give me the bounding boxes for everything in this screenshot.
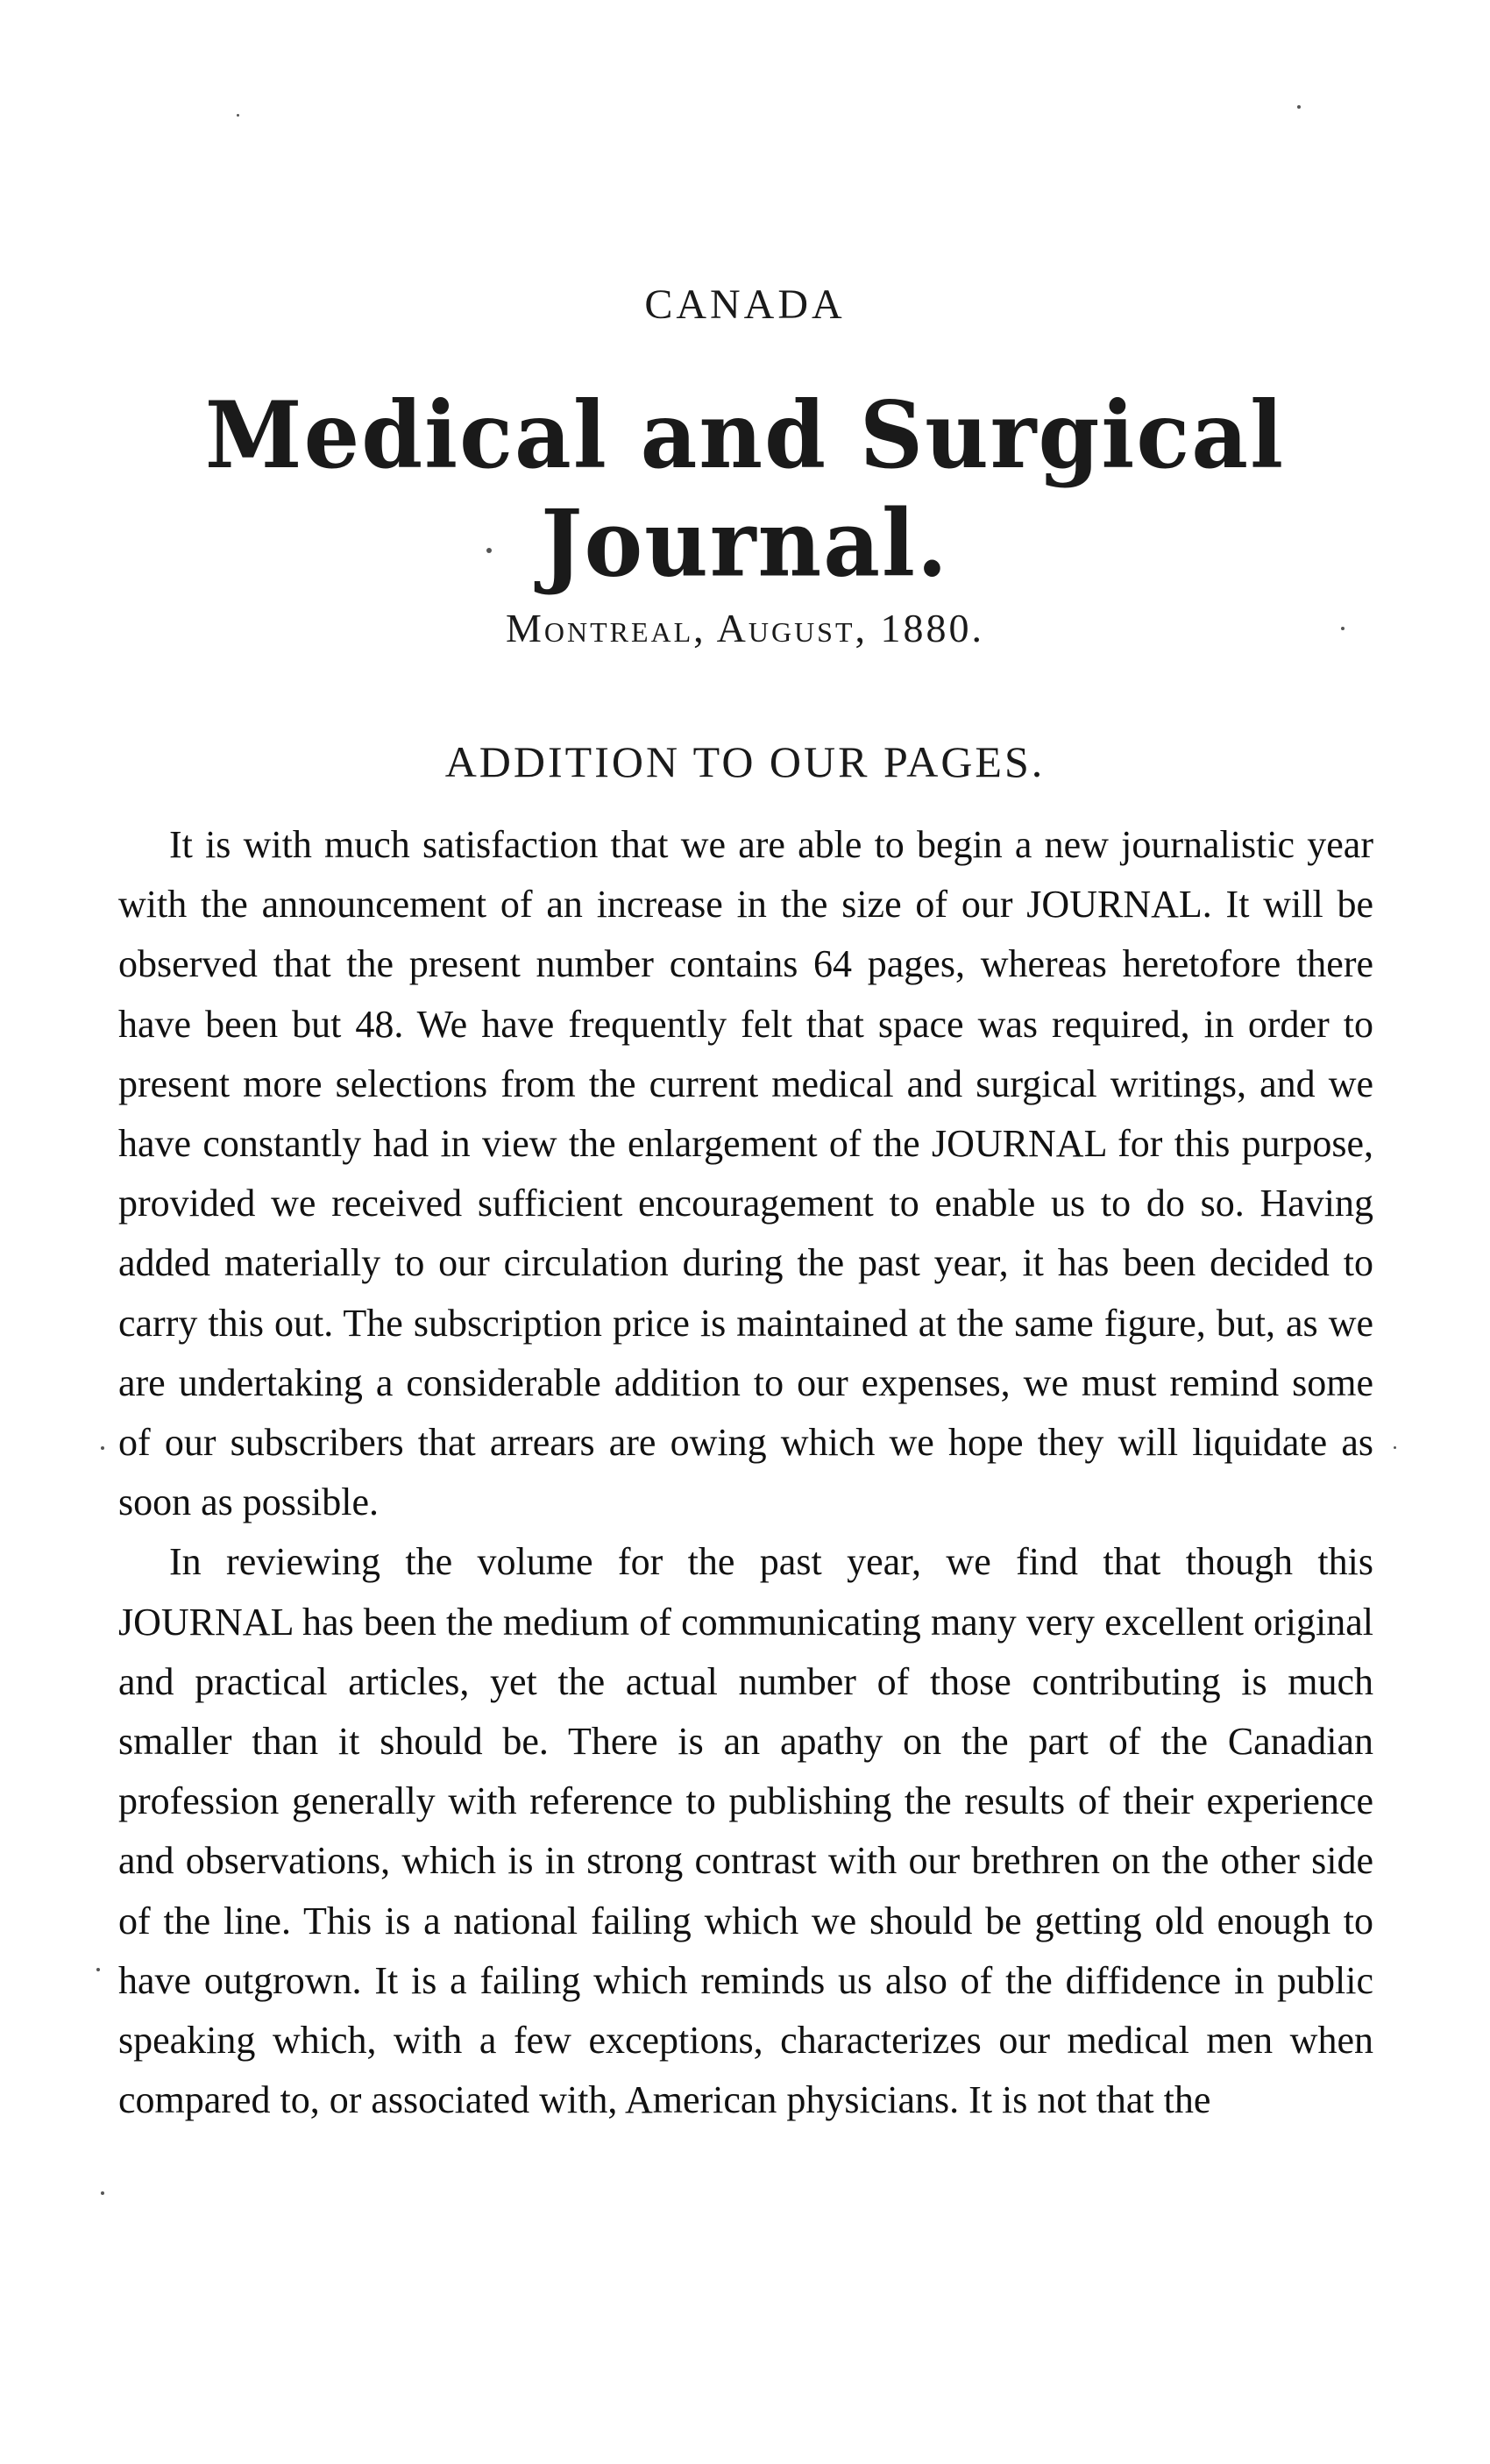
article-heading: ADDITION TO OUR PAGES. (444, 737, 1046, 786)
article-paragraph-2: In reviewing the volume for the past year, we find that though this JOURNAL has been the medium of communicating many very excellent original and practical articles, yet the actual number of those contributing is much smaller than it should be. There is an apathy on the part of the Canadian profession generally with reference to publishing the results of their experience and observations, which is in strong contrast with our brethren on the other side of the line. This is a national failing which we should be getting old enough to have outgrown. It is a failing which reminds us also of the diffidence in public speaking which, with a few exceptions, characterizes our medical men when compared to, or associated with, American physicians. It is not that the (118, 1540, 1373, 2122)
scan-speck (1297, 105, 1301, 109)
article-paragraph-1: It is with much satisfaction that we are able to begin a new journalistic year with the announcement of an increase in the size of our JOURNAL. It will be observed that the present number contains 64 pages, whereas heretofore there have been but 48. We have frequently felt that space was required, in order to present more selections from the current medical and surgical writings, and we have constantly had in view the enlargement of the JOURNAL for this purpose, provided we received sufficient encouragement to enable us to do so. Having added materially to our circulation during the past year, it has been decided to carry this out. The subscription price is maintained at the same figure, but, as we are undertaking a considerable addition to our expenses, we must remind some of our subscribers that arrears are owing which we hope they will liquidate as soon as possible. (118, 823, 1373, 1524)
dateline: Montreal, August, 1880. (505, 606, 985, 650)
scan-speck (96, 1968, 100, 1971)
scan-speck (237, 114, 239, 117)
scan-speck (486, 548, 492, 553)
scan-speck (1394, 1446, 1396, 1449)
scan-speck (101, 1446, 104, 1450)
article-body (118, 815, 1373, 2130)
scan-speck (1341, 627, 1345, 630)
masthead-country: CANADA (644, 281, 846, 328)
masthead-title: Medical and Surgical Journal. (204, 380, 1286, 598)
scan-speck (101, 2191, 104, 2195)
